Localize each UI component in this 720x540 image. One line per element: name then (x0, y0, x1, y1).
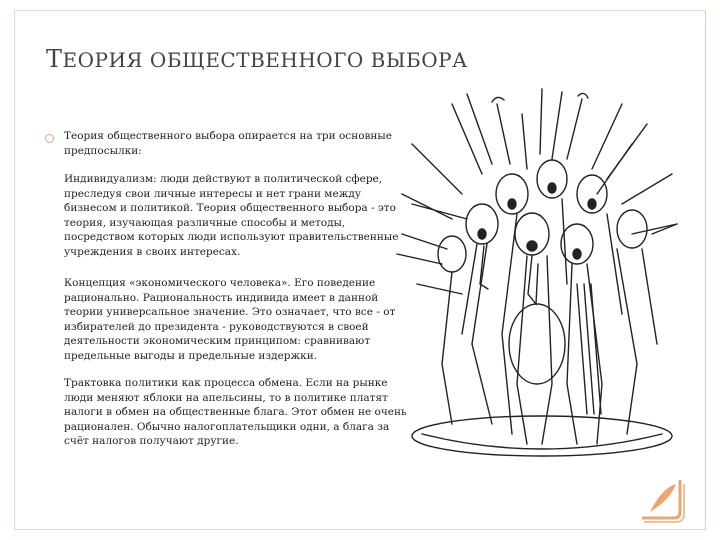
slide-frame-right-edge (705, 10, 706, 530)
slide-title (46, 45, 666, 73)
crowd-illustration (392, 84, 682, 459)
intro-text: Теория общественного выбора опирается на три основные предпосылки: (64, 130, 392, 157)
slide-title-initial: Т (46, 45, 63, 73)
paragraph-individualism: Индивидуализм: люди действуют в политической сфере, преследуя свои личные интересы и нет грани между бизнесом и политикой. Теория общественного выбора - это теория, изучающая различные способы и методы, посредством которых люди используют правительственные учреждения в своих интересах. (64, 173, 399, 258)
paragraph-economic-man: Концепция «экономического человека». Его поведение рационально. Рациональность индивида имеет в данной теории универсальное значение. Это означает, что все - от избирателей до президента - руководствуются в своей деятельности экономическим принципом: сравнивают предельные выгоды и предельные издержки. (64, 277, 396, 362)
bullet-icon (45, 134, 54, 143)
corner-decoration-icon (640, 478, 686, 526)
paragraph-politics-exchange: Трактовка политики как процесса обмена. Если на рынке люди меняют яблоки на апельсины, то в политике платят налоги в обмен на общественные блага. Этот обмен не очень рационален. Обычно налогоплательщики одни, а блага за счёт налогов получают другие. (64, 377, 407, 447)
slide-title-rest: ЕОРИЯ ОБЩЕСТВЕННОГО ВЫБОРА (62, 48, 468, 72)
